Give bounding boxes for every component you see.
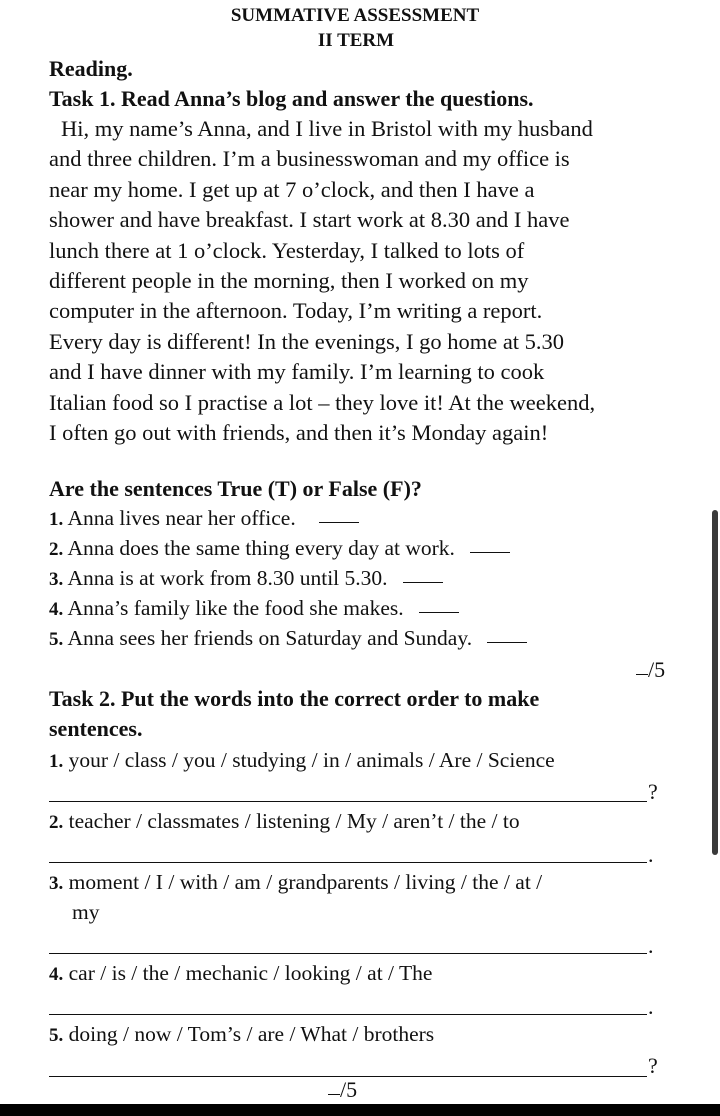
blog-line: shower and have breakfast. I start work at 8.30 and I have (49, 207, 570, 233)
item-words: doing / now / Tom’s / are / What / brothers (68, 1022, 435, 1046)
score-total: /5 (340, 1077, 358, 1102)
sentence-item-3 (49, 867, 542, 899)
answer-blank-4[interactable] (419, 611, 459, 613)
end-mark: . (648, 933, 654, 958)
blog-line: near my home. I get up at 7 o’clock, and then I have a (49, 176, 535, 202)
score-blank[interactable] (636, 674, 648, 675)
statement-4 (49, 593, 459, 625)
section-heading: Reading. (49, 56, 133, 81)
end-mark: ? (648, 1053, 658, 1078)
statement-number: 5. (49, 629, 64, 650)
sentence-item-4 (49, 958, 432, 990)
end-mark: ? (648, 779, 658, 804)
statement-text: Anna does the same thing every day at work. (67, 536, 455, 560)
score-blank[interactable] (328, 1094, 340, 1095)
assessment-title: SUMMATIVE ASSESSMENT (230, 5, 480, 26)
item-words: your / class / you / studying / in / animals / Are / Science (68, 748, 555, 772)
blog-line: I often go out with friends, and then it’s Monday again! (49, 420, 549, 446)
item-number: 5. (49, 1025, 64, 1046)
item-words: moment / I / with / am / grandparents / living / the / at / (68, 870, 543, 894)
scrollbar[interactable] (712, 510, 718, 855)
answer-line-2[interactable] (49, 861, 647, 863)
statement-number: 2. (49, 539, 64, 560)
statement-5 (49, 623, 527, 655)
task1-score (636, 656, 665, 684)
answer-line-4[interactable] (49, 1013, 647, 1015)
item-number: 2. (49, 812, 64, 833)
answer-blank-3[interactable] (403, 581, 443, 583)
item-words: car / is / the / mechanic / looking / at / The (68, 961, 433, 985)
bottom-edge (0, 1104, 720, 1116)
blog-line: Every day is different! In the evenings, I go home at 5.30 (49, 328, 565, 354)
end-mark: . (648, 842, 654, 867)
answer-blank-1[interactable] (319, 521, 359, 523)
statement-text: Anna’s family like the food she makes. (67, 596, 404, 620)
task1-title: Task 1. Read Anna’s blog and answer the questions. (49, 86, 534, 111)
statement-1 (49, 503, 359, 535)
statement-text: Anna is at work from 8.30 until 5.30. (67, 566, 388, 590)
task2-title-line1: Task 2. Put the words into the correct order to make (49, 686, 540, 711)
blog-line: and I have dinner with my family. I’m learning to cook (49, 359, 545, 385)
statement-number: 4. (49, 599, 64, 620)
task2-title-line2: sentences. (49, 716, 143, 741)
item-number: 1. (49, 751, 64, 772)
answer-blank-2[interactable] (470, 551, 510, 553)
blog-line: different people in the morning, then I worked on my (49, 268, 529, 294)
sentence-item-5 (49, 1019, 434, 1051)
sentence-item-2 (49, 806, 520, 838)
answer-blank-5[interactable] (487, 641, 527, 643)
blog-line: Italian food so I practise a lot – they love it! At the weekend, (49, 389, 596, 415)
score-total: /5 (648, 657, 666, 682)
end-mark: . (648, 994, 654, 1019)
task2-score (328, 1076, 357, 1104)
statement-text: Anna lives near her office. (67, 506, 296, 530)
item-number: 4. (49, 964, 64, 985)
blog-line: lunch there at 1 o’clock. Yesterday, I talked to lots of (49, 237, 525, 263)
blog-text (49, 114, 674, 448)
sentence-item-3-cont: my (72, 900, 100, 924)
statement-3 (49, 563, 443, 595)
sentence-item-1 (49, 745, 555, 777)
statement-text: Anna sees her friends on Saturday and Sunday. (67, 626, 473, 650)
answer-line-1[interactable] (49, 800, 647, 802)
blog-line: computer in the afternoon. Today, I’m writing a report. (49, 298, 543, 324)
statement-number: 1. (49, 509, 64, 530)
blog-line: and three children. I’m a businesswoman and my office is (49, 146, 570, 172)
answer-line-3[interactable] (49, 952, 647, 954)
blog-line: Hi, my name’s Anna, and I live in Bristol with my husband (61, 116, 593, 141)
statement-2 (49, 533, 510, 565)
term-title: II TERM (317, 30, 395, 51)
item-number: 3. (49, 873, 64, 894)
item-words: teacher / classmates / listening / My / aren’t / the / to (68, 809, 520, 833)
statement-number: 3. (49, 569, 64, 590)
true-false-heading: Are the sentences True (T) or False (F)? (49, 476, 422, 501)
